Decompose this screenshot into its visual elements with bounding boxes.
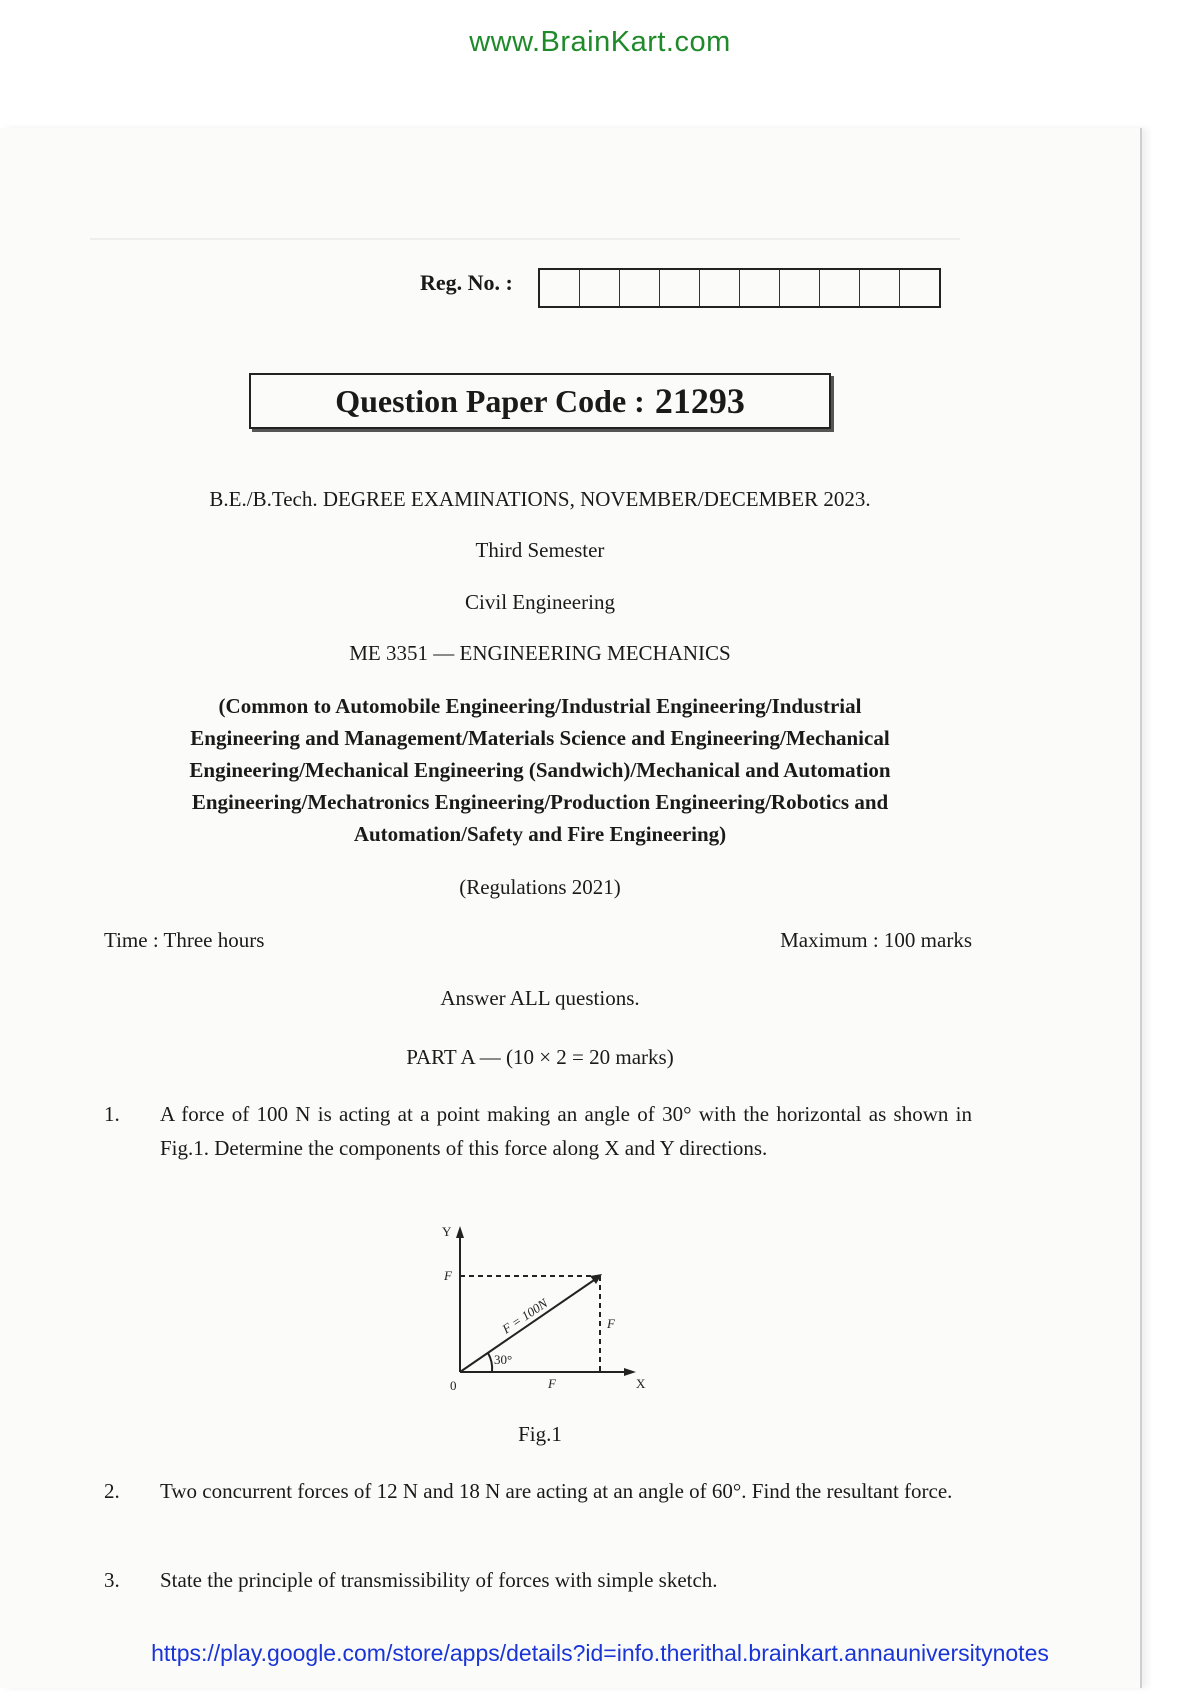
common-line: Engineering and Management/Materials Science and Engineering/Mechanical: [190, 726, 890, 750]
x-arrow-icon: [624, 1368, 636, 1376]
common-line: Automation/Safety and Fire Engineering): [353, 822, 727, 846]
angle-label: 30°: [494, 1352, 513, 1367]
y-arrow-icon: [456, 1226, 464, 1238]
question-2: [104, 1474, 972, 1508]
figure-caption: Fig.1: [518, 1422, 562, 1446]
x-label: X: [636, 1376, 646, 1391]
question-text: Two concurrent forces of 12 N and 18 N are acting at an angle of 60°. Find the resultant force.: [160, 1479, 953, 1503]
question-1: [104, 1097, 972, 1165]
origin-label: 0: [450, 1378, 457, 1392]
time-marks-row: [104, 928, 972, 953]
fx-label: F: [548, 1376, 556, 1391]
angle-arc: [488, 1353, 492, 1372]
time: Time : Three hours: [104, 928, 265, 952]
reg-box[interactable]: [660, 270, 700, 306]
part-heading: PART A — (10 × 2 = 20 marks): [406, 1045, 674, 1069]
subject: ME 3351 — ENGINEERING MECHANICS: [349, 641, 731, 665]
site-link[interactable]: www.BrainKart.com: [469, 26, 731, 58]
exam-paper: [0, 128, 1142, 1688]
question-number: 2.: [104, 1479, 120, 1503]
question-text: A force of 100 N is acting at a point making an angle of 30° with the horizontal as shown in Fig.1. Determine the components of this force along X and Y directions.: [160, 1102, 972, 1160]
y-label: Y: [442, 1224, 452, 1239]
regulations: (Regulations 2021): [459, 875, 621, 899]
reg-box[interactable]: [580, 270, 620, 306]
fy-left-label: F: [444, 1268, 452, 1283]
reg-box[interactable]: [700, 270, 740, 306]
degree-line: B.E./B.Tech. DEGREE EXAMINATIONS, NOVEMBER/DECEMBER 2023.: [209, 487, 871, 511]
reg-box[interactable]: [540, 270, 580, 306]
force-diagram: [430, 1222, 650, 1392]
force-vector: [460, 1276, 600, 1372]
question-number: 1.: [104, 1102, 120, 1126]
reg-box[interactable]: [780, 270, 820, 306]
max-marks: Maximum : 100 marks: [780, 928, 972, 952]
reg-box[interactable]: [900, 270, 939, 306]
reg-no-boxes[interactable]: [538, 268, 941, 308]
common-line: Engineering/Mechatronics Engineering/Production Engineering/Robotics and: [191, 790, 889, 814]
semester: Third Semester: [475, 538, 605, 562]
code-label: Question Paper Code :: [335, 382, 645, 419]
reg-box[interactable]: [860, 270, 900, 306]
reg-box[interactable]: [740, 270, 780, 306]
app-link[interactable]: https://play.google.com/store/apps/details?id=info.therithal.brainkart.annauniversitynotes: [151, 1640, 1049, 1666]
question-text: State the principle of transmissibility of forces with simple sketch.: [160, 1568, 718, 1592]
fy-right-label: F: [607, 1316, 615, 1331]
common-to-block: [0, 690, 1080, 850]
question-paper-code: [249, 373, 831, 429]
reg-no-label: Reg. No. :: [420, 270, 513, 295]
reg-box[interactable]: [620, 270, 660, 306]
common-line: (Common to Automobile Engineering/Industrial Engineering/Industrial: [218, 694, 862, 718]
common-line: Engineering/Mechanical Engineering (Sandwich)/Mechanical and Automation: [189, 758, 891, 782]
force-label: F = 100N: [499, 1295, 551, 1337]
question-number: 3.: [104, 1568, 120, 1592]
reg-box[interactable]: [820, 270, 860, 306]
question-3: [104, 1563, 972, 1597]
branch: Civil Engineering: [465, 590, 615, 614]
code-number: 21293: [654, 381, 745, 421]
instruction: Answer ALL questions.: [440, 986, 640, 1010]
